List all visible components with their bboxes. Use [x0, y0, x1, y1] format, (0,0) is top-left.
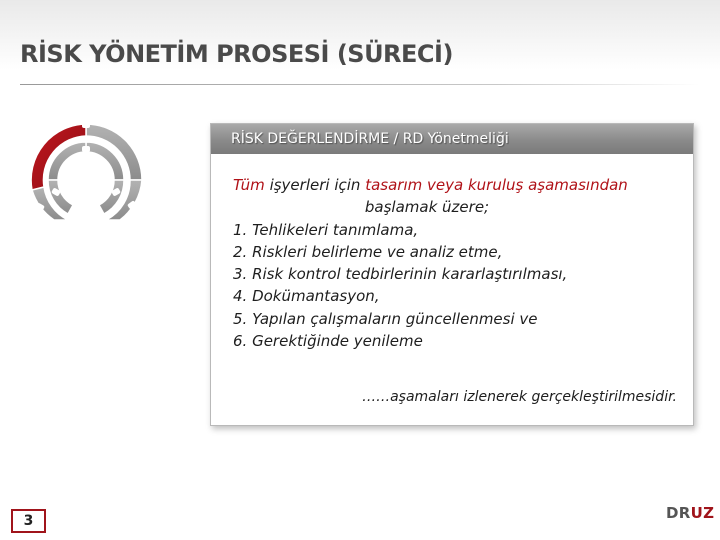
logo [666, 504, 714, 522]
intro-word-1: Tüm [233, 176, 265, 194]
risk-assessment-card [210, 123, 694, 426]
slide-title: RİSK YÖNETİM PROSESİ (SÜRECİ) [20, 40, 453, 68]
list-item: 3. Risk kontrol tedbirlerinin kararlaştırılması, [233, 265, 568, 284]
list-item: 5. Yapılan çalışmaların güncellenmesi ve [233, 309, 538, 328]
logo-part-1: DR [666, 504, 691, 522]
intro-text [233, 174, 681, 196]
logo-part-2: UZ [690, 504, 715, 522]
ring-connector-notch [82, 146, 90, 152]
intro-word-2: işyerleri [269, 176, 330, 194]
title-divider [20, 84, 700, 85]
intro-word-3: için [334, 176, 361, 194]
intro-line-2: başlamak üzere; [364, 198, 490, 217]
steps-list [233, 219, 681, 353]
intro-highlight: tasarım veya kuruluş aşamasından [365, 176, 628, 194]
list-item: 4. Dokümantasyon, [233, 287, 380, 306]
ring-connector-notch [82, 122, 90, 128]
process-ring-icon [28, 120, 144, 220]
list-item: 1. Tehlikeleri tanımlama, [233, 220, 419, 239]
list-item: 6. Gerektiğinde yenileme [233, 332, 423, 351]
list-item: 2. Riskleri belirleme ve analiz etme, [233, 242, 503, 261]
closing-text: ……aşamaları izlenerek gerçekleştirilmesidir. [362, 389, 677, 405]
card-header: RİSK DEĞERLENDİRME / RD Yönetmeliği [211, 124, 693, 154]
page-number: 3 [11, 509, 46, 533]
card-body [233, 174, 681, 352]
